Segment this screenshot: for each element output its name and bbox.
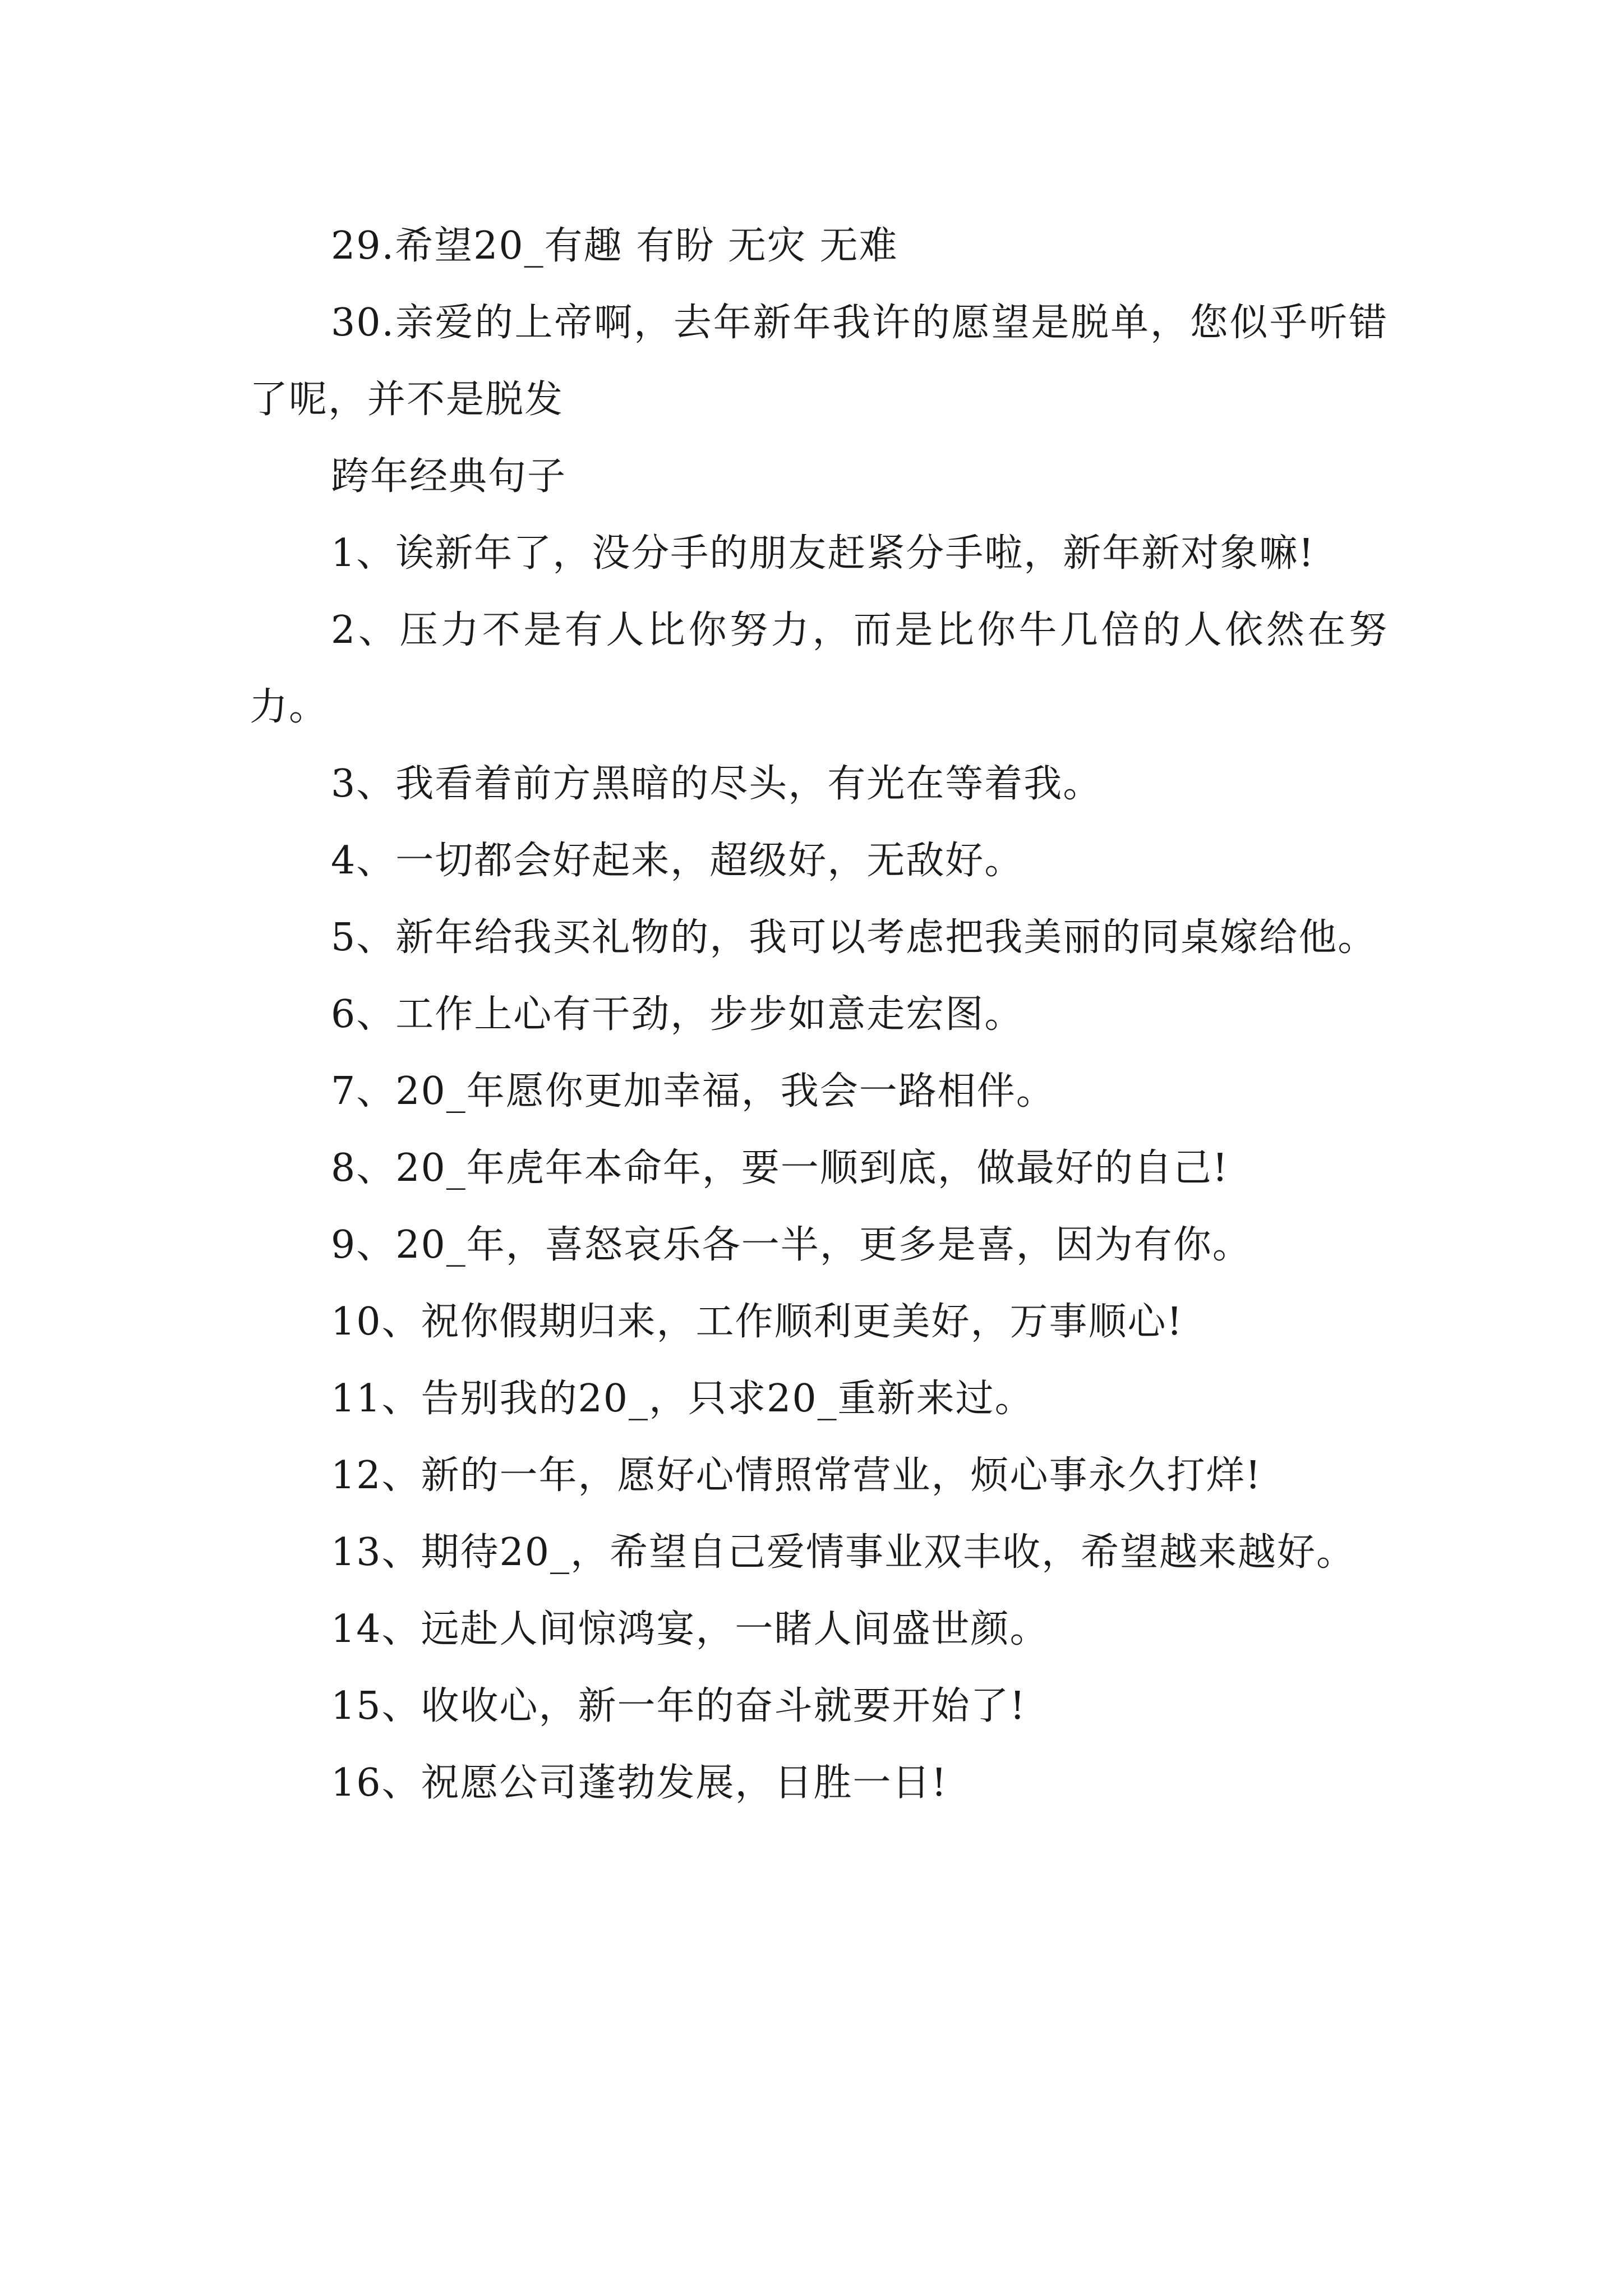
list-item-3: 3、我看着前方黑暗的尽头，有光在等着我。 [331, 762, 1103, 806]
list-item-8: 8、20_年虎年本命年，要一顺到底，做最好的自己! [331, 1146, 1229, 1190]
list-item-5: 5、新年给我买礼物的，我可以考虑把我美丽的同桌嫁给他。 [331, 915, 1377, 960]
document-body [250, 208, 1388, 1821]
list-item-10: 10、祝你假期归来，工作顺利更美好，万事顺心! [331, 1300, 1183, 1344]
list-item-12: 12、新的一年，愿好心情照常营业，烦心事永久打烊! [331, 1453, 1262, 1498]
list-item-15: 15、收收心，新一年的奋斗就要开始了! [331, 1684, 1026, 1728]
list-item-2: 2、压力不是有人比你努力，而是比你牛几倍的人依然在努力。 [250, 608, 1388, 729]
list-item-13: 13、期待20_，希望自己爱情事业双丰收，希望越来越好。 [331, 1530, 1356, 1575]
paragraph-29: 29.希望20_有趣 有盼 无灾 无难 [331, 224, 898, 268]
list-item-4: 4、一切都会好起来，超级好，无敌好。 [331, 839, 1024, 883]
list-item-16: 16、祝愿公司蓬勃发展，日胜一日! [331, 1761, 948, 1805]
list-item-1: 1、诶新年了，没分手的朋友赶紧分手啦，新年新对象嘛! [331, 531, 1315, 576]
list-item-14: 14、远赴人间惊鸿宴，一睹人间盛世颜。 [331, 1607, 1049, 1651]
list-item-7: 7、20_年愿你更加幸福，我会一路相伴。 [331, 1069, 1055, 1114]
list-item-6: 6、工作上心有干劲，步步如意走宏图。 [331, 992, 1024, 1037]
list-item-9: 9、20_年，喜怒哀乐各一半，更多是喜，因为有你。 [331, 1223, 1252, 1267]
paragraph-30: 30.亲爱的上帝啊，去年新年我许的愿望是脱单，您似乎听错了呢，并不是脱发 [250, 301, 1388, 422]
section-heading: 跨年经典句子 [331, 454, 567, 499]
list-item-11: 11、告别我的20_，只求20_重新来过。 [331, 1377, 1034, 1421]
